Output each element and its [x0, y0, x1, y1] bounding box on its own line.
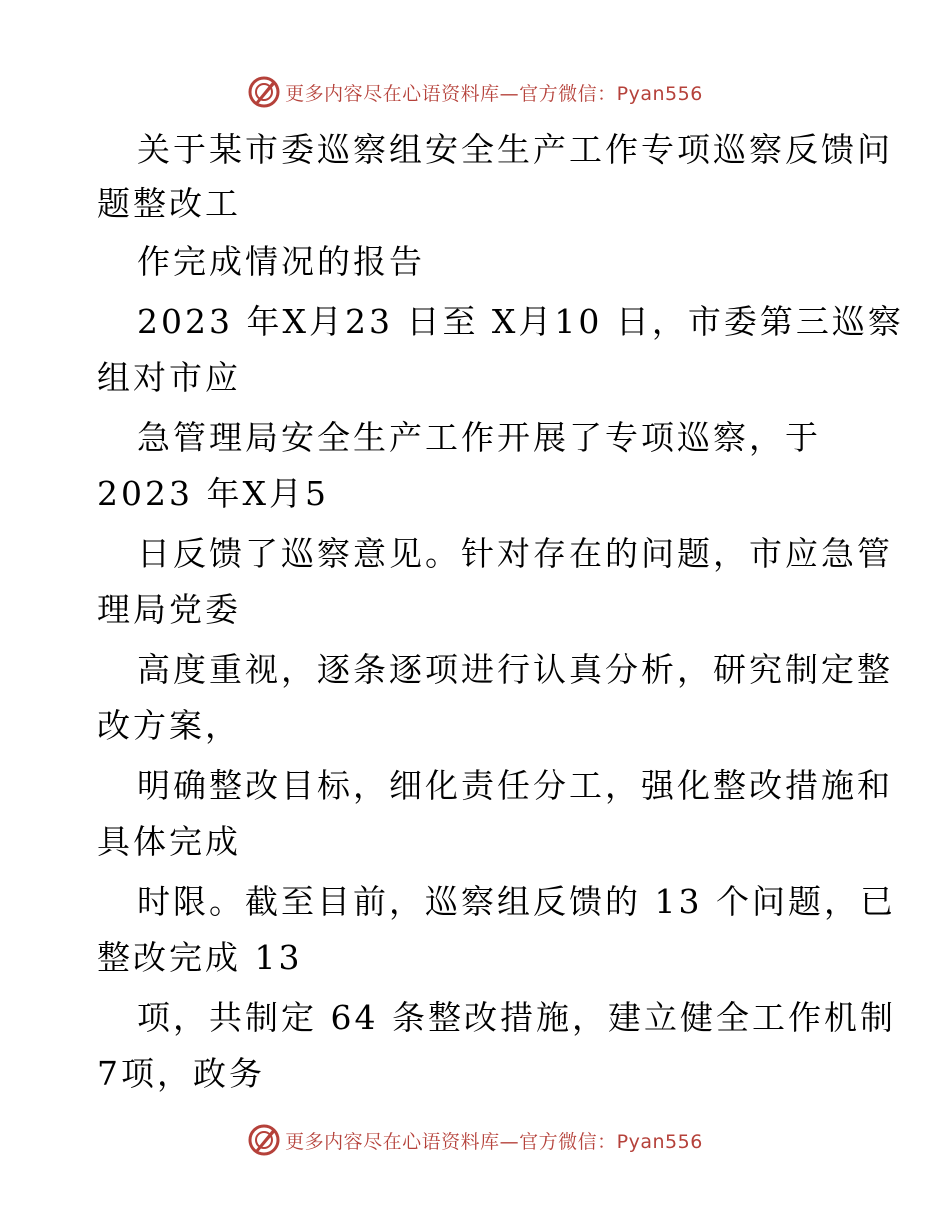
text-line: 理局党委 [97, 590, 241, 629]
text-line: 时限。截至目前，巡察组反馈的 13 个问题，已 [137, 882, 896, 921]
text-line: 关于某市委巡察组安全生产工作专项巡察反馈问 [137, 130, 893, 169]
text-line: 高度重视，逐条逐项进行认真分析，研究制定整 [137, 650, 893, 689]
text-line: 项，共制定 64 条整改措施，建立健全工作机制 [137, 998, 896, 1037]
footer-banner [0, 1120, 950, 1160]
text-line: 题整改工 [97, 184, 241, 223]
text-line: 明确整改目标，细化责任分工，强化整改措施和 [137, 766, 893, 805]
text-line: 急管理局安全生产工作开展了专项巡察，于 [137, 418, 821, 457]
text-line: 整改完成 13 [97, 938, 303, 977]
quill-logo-icon [247, 1123, 281, 1157]
text-line: 改方案， [97, 706, 241, 745]
header-banner-text: 更多内容尽在心语资料库—官方微信：Pyan556 [285, 82, 703, 105]
text-line: 具体完成 [97, 822, 241, 861]
header-banner [0, 72, 950, 112]
text-line: 7项，政务 [97, 1054, 265, 1093]
quill-logo-icon [247, 75, 281, 109]
text-line: 2023 年X月5 [97, 474, 329, 513]
text-line: 组对市应 [97, 358, 241, 397]
footer-banner-text: 更多内容尽在心语资料库—官方微信：Pyan556 [285, 1130, 703, 1153]
text-line: 日反馈了巡察意见。针对存在的问题，市应急管 [137, 534, 893, 573]
text-line: 作完成情况的报告 [137, 242, 425, 281]
text-line: 2023 年X月23 日至 X月10 日，市委第三巡察 [137, 302, 904, 341]
